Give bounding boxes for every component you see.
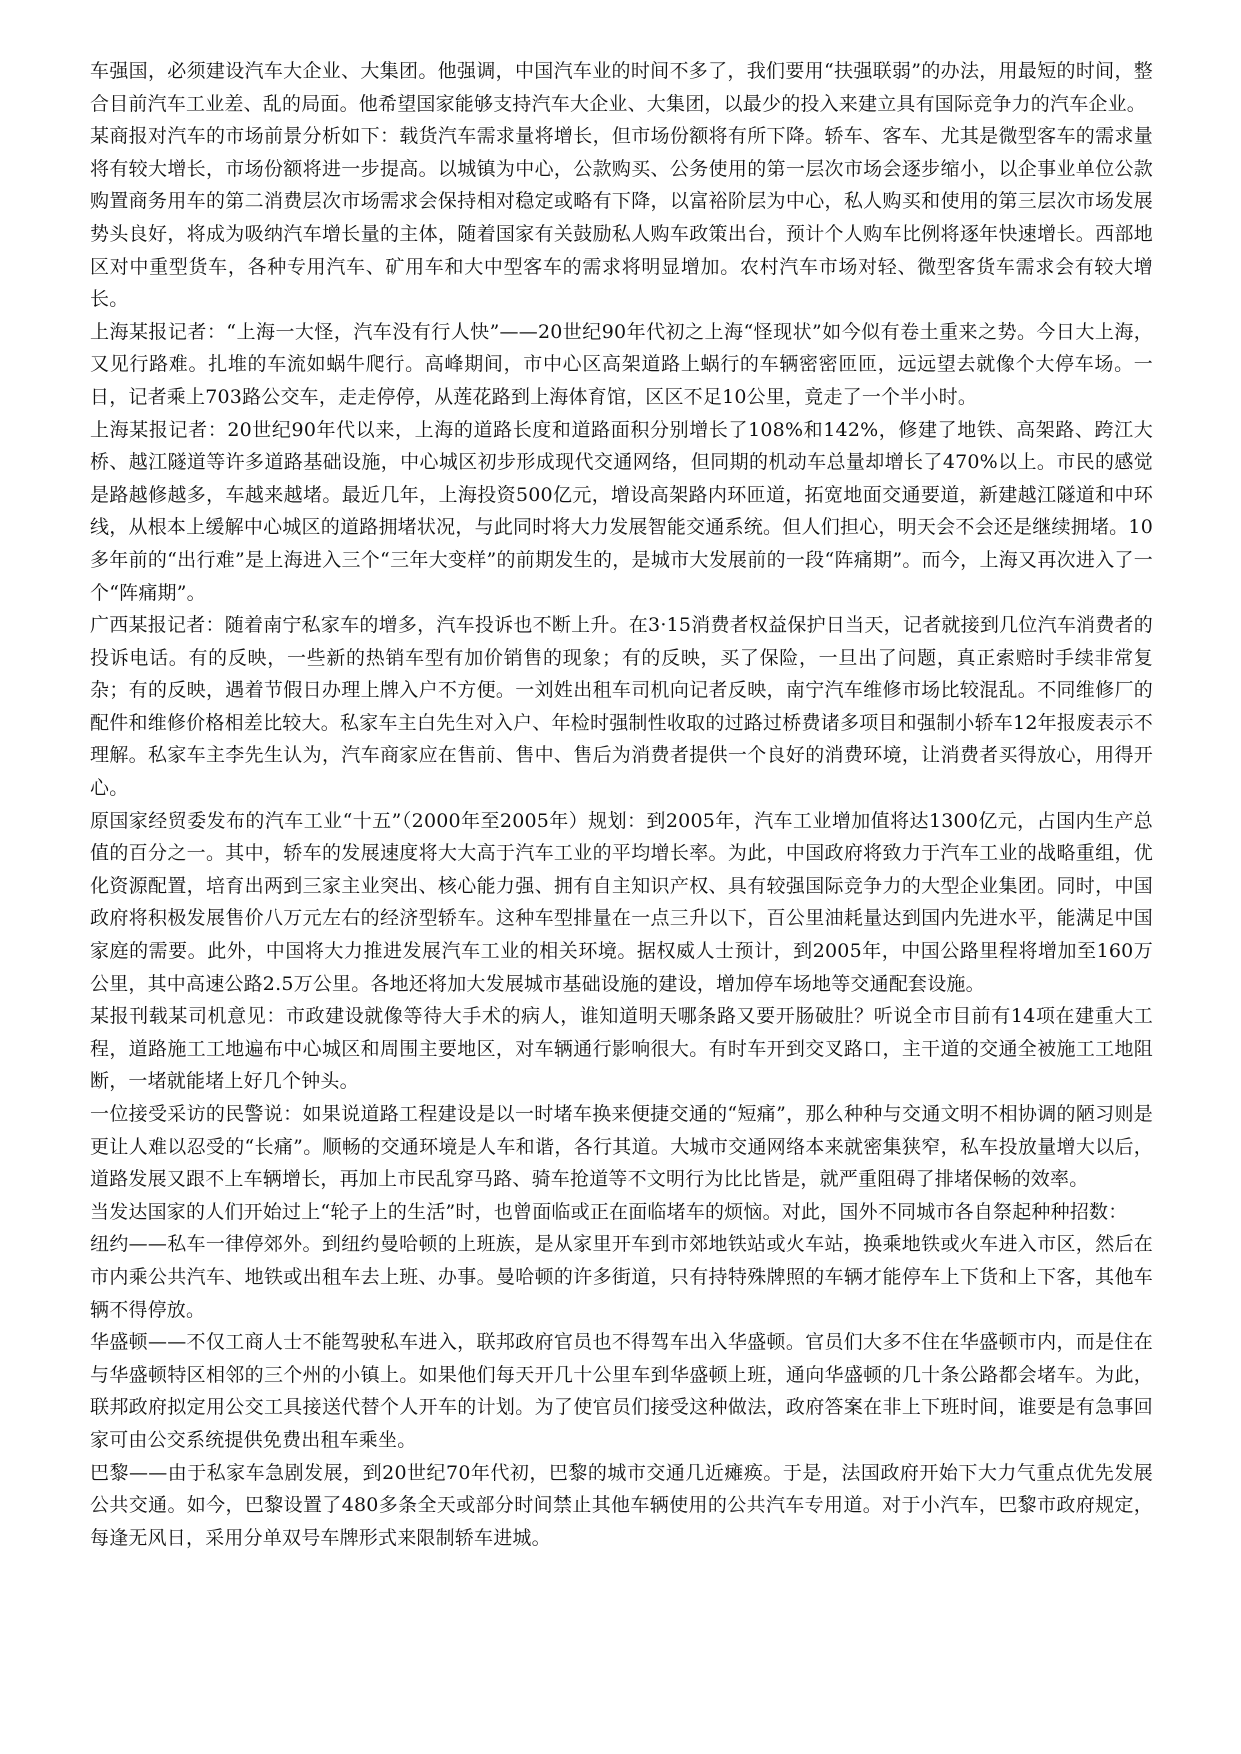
paragraph-washington: 华盛顿——不仅工商人士不能驾驶私车进入，联邦政府官员也不得驾车出入华盛顿。官员们大多不住在华盛顿市内，而是住在与华盛顿特区相邻的三个州的小镇上。如果他们每天开几十公里车到华盛顿上班，通向华盛顿的几十条公路都会堵车。为此，联邦政府拟定用公交工具接送代替个人开车的计划。为了使官员们接受这种做法，政府答案在非上下班时间，谁要是有急事回家可由公交系统提供免费出租车乘坐。 <box>90 1331 1153 1451</box>
paragraph-paris: 巴黎——由于私家车急剧发展，到20世纪70年代初，巴黎的城市交通几近瘫痪。于是，法国政府开始下大力气重点优先发展公共交通。如今，巴黎设置了480多条全天或部分时间禁止其他车辆使用的公共汽车专用道。对于小汽车，巴黎市政府规定，每逢无风日，采用分单双号车牌形式来限制轿车进城。 <box>90 1461 1153 1549</box>
paragraph-market-analysis: 某商报对汽车的市场前景分析如下：载货汽车需求量将增长，但市场份额将有所下降。轿车、客车、尤其是微型客车的需求量将有较大增长，市场份额将进一步提高。以城镇为中心，公款购买、公务使用的第一层次市场会逐步缩小，以企事业单位公款购置商务用车的第二消费层次市场需求会保持相对稳定或略有下降，以富裕阶层为中心，私人购买和使用的第三层次市场发展势头良好，将成为吸纳汽车增长量的主体，随着国家有关鼓励私人购车政策出台，预计个人购车比例将逐年快速增长。西部地区对中重型货车，各种专用汽车、矿用车和大中型客车的需求将明显增加。农村汽车市场对轻、微型客货车需求会有较大增长。 <box>90 125 1153 311</box>
paragraph-five-year-plan: 原国家经贸委发布的汽车工业“十五”（2000年至2005年）规划：到2005年，汽车工业增加值将达1300亿元，占国内生产总值的百分之一。其中，轿车的发展速度将大大高于汽车工业的平均增长率。为此，中国政府将致力于汽车工业的战略重组，优化资源配置，培育出两到三家主业突出、核心能力强、拥有自主知识产权、具有较强国际竞争力的大型企业集团。同时，中国政府将积极发展售价八万元左右的经济型轿车。这种车型排量在一点三升以下，百公里油耗量达到国内先进水平，能满足中国家庭的需要。此外，中国将大力推进发展汽车工业的相关环境。据权威人士预计，到2005年，中国公路里程将增加至160万公里，其中高速公路2.5万公里。各地还将加大发展城市基础设施的建设，增加停车场地等交通配套设施。 <box>90 809 1153 995</box>
paragraph-continuation: 车强国，必须建设汽车大企业、大集团。他强调，中国汽车业的时间不多了，我们要用“扶强联弱”的办法，用最短的时间，整合目前汽车工业差、乱的局面。他希望国家能够支持汽车大企业、大集团，以最少的投入来建立具有国际竞争力的汽车企业。 <box>90 60 1153 115</box>
paragraph-new-york: 纽约——私车一律停郊外。到纽约曼哈顿的上班族，是从家里开车到市郊地铁站或火车站，换乘地铁或火车进入市区，然后在市内乘公共汽车、地铁或出租车去上班、办事。曼哈顿的许多街道，只有持特殊牌照的车辆才能停车上下货和上下客，其他车辆不得停放。 <box>90 1233 1153 1321</box>
paragraph-police-interview: 一位接受采访的民警说：如果说道路工程建设是以一时堵车换来便捷交通的“短痛”，那么种种与交通文明不相协调的陋习则是更让人难以忍受的“长痛”。顺畅的交通环境是人车和谐，各行其道。大城市交通网络本来就密集狭窄，私车投放量增大以后，道路发展又跟不上车辆增长，再加上市民乱穿马路、骑车抢道等不文明行为比比皆是，就严重阻碍了排堵保畅的效率。 <box>90 1103 1153 1191</box>
paragraph-driver-opinion: 某报刊载某司机意见：市政建设就像等待大手术的病人，谁知道明天哪条路又要开肠破肚？听说全市目前有14项在建重大工程，道路施工工地遍布中心城区和周围主要地区，对车辆通行影响很大。有时车开到交叉路口，主干道的交通全被施工工地阻断，一堵就能堵上好几个钟头。 <box>90 1005 1153 1093</box>
document-page <box>90 55 1153 1554</box>
paragraph-shanghai-reporter-1: 上海某报记者：“上海一大怪，汽车没有行人快”——20世纪90年代初之上海“怪现状”如今似有卷土重来之势。今日大上海，又见行路难。扎堆的车流如蜗牛爬行。高峰期间，市中心区高架道路上蜗行的车辆密密匝匝，远远望去就像个大停车场。一日，记者乘上703路公交车，走走停停，从莲花路到上海体育馆，区区不足10公里，竟走了一个半小时。 <box>90 320 1153 408</box>
paragraph-foreign-cities-intro: 当发达国家的人们开始过上“轮子上的生活”时，也曾面临或正在面临堵车的烦恼。对此，国外不同城市各自祭起种种招数： <box>90 1200 1128 1223</box>
paragraph-shanghai-reporter-2: 上海某报记者：20世纪90年代以来，上海的道路长度和道路面积分别增长了108%和142%，修建了地铁、高架路、跨江大桥、越江隧道等许多道路基础设施，中心城区初步形成现代交通网络，但同期的机动车总量却增长了470%以上。市民的感觉是路越修越多，车越来越堵。最近几年，上海投资500亿元，增设高架路内环匝道，拓宽地面交通要道，新建越江隧道和中环线，从根本上缓解中心城区的道路拥堵状况，与此同时将大力发展智能交通系统。但人们担心，明天会不会还是继续拥堵。10多年前的“出行难”是上海进入三个“三年大变样”的前期发生的，是城市大发展前的一段“阵痛期”。而今，上海又再次进入了一个“阵痛期”。 <box>90 418 1153 604</box>
paragraph-guangxi-reporter: 广西某报记者：随着南宁私家车的增多，汽车投诉也不断上升。在3·15消费者权益保护日当天，记者就接到几位汽车消费者的投诉电话。有的反映，一些新的热销车型有加价销售的现象；有的反映，买了保险，一旦出了问题，真正索赔时手续非常复杂；有的反映，遇着节假日办理上牌入户不方便。一刘姓出租车司机向记者反映，南宁汽车维修市场比较混乱。不同维修厂的配件和维修价格相差比较大。私家车主白先生对入户、年检时强制性收取的过路过桥费诸多项目和强制小轿车12年报废表示不理解。私家车主李先生认为，汽车商家应在售前、售中、售后为消费者提供一个良好的消费环境，让消费者买得放心，用得开心。 <box>90 614 1153 800</box>
